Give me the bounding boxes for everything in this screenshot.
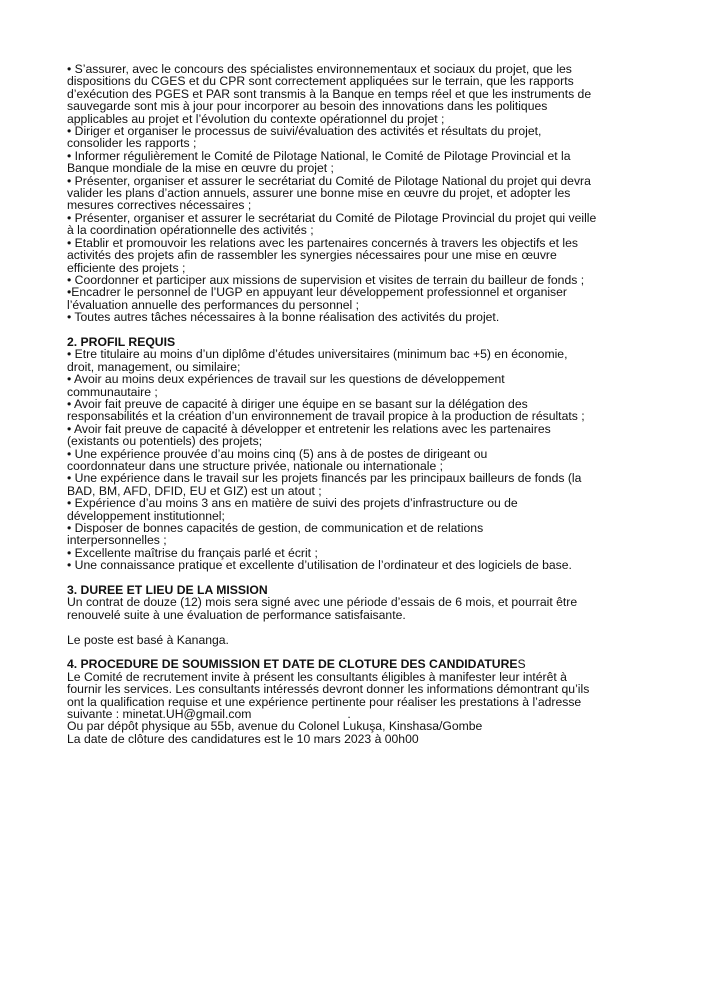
text-line: renouvelé suite à une évaluation de performance satisfaisante. [67, 607, 406, 622]
section-heading-tail: S [517, 657, 526, 672]
text-line: • Présenter, organiser et assurer le secrétariat du Comité de Pilotage National du projet qui devra [67, 173, 591, 188]
text-line: l’évaluation annuelle des performances du personnel ; [67, 297, 360, 312]
text-line: • Coordonner et participer aux missions de supervision et visites de terrain du bailleur de fonds ; [67, 272, 585, 287]
text-line: • Toutes autres tâches nécessaires à la bonne réalisation des activités du projet. [67, 310, 500, 325]
text-line: Le Comité de recrutement invite à présent les consultants éligibles à manifester leur intérêt à [67, 669, 567, 684]
text-line: • Présenter, organiser et assurer le secrétariat du Comité de Pilotage Provincial du projet qui veille [67, 210, 597, 225]
text-line: •Encadrer le personnel de l’UGP en appuyant leur développement professionnel et organiser [67, 285, 567, 300]
text-line: valider les plans d’action annuels, assurer une bonne mise en œuvre du projet, et adopter les [67, 186, 571, 201]
text-line: • Etablir et promouvoir les relations avec les partenaires concernés à travers les objectifs et les [67, 235, 578, 250]
text-line: développement institutionnel; [67, 508, 225, 523]
email-address[interactable]: suivante : minetat.UH@gmail.com [67, 707, 252, 722]
text-line: • Avoir fait preuve de capacité à développer et entretenir les relations avec les partenaires [67, 421, 551, 436]
text-line: • S’assurer, avec le concours des spécialistes environnementaux et sociaux du projet, que les [67, 62, 572, 76]
section-heading: 3. DUREE ET LIEU DE LA MISSION [67, 583, 268, 598]
email-line-end: . [347, 707, 351, 722]
text-line: • Une connaissance pratique et excellente d’utilisation de l’ordinateur et des logiciels de base. [67, 558, 572, 573]
section-heading-main: 4. PROCEDURE DE SOUMISSION ET DATE DE CLOTURE DES CANDIDATURE [67, 657, 518, 672]
text-line: interpersonnelles ; [67, 533, 167, 548]
section-profile [67, 336, 667, 572]
section-responsibilities [67, 63, 667, 324]
section-heading: 2. PROFIL REQUIS [67, 334, 176, 349]
text-line: • Diriger et organiser le processus de suivi/évaluation des activités et résultats du projet, [67, 124, 542, 139]
deadline-text: La date de clôture des candidatures est le 10 mars 2023 à 00h00 [67, 731, 419, 746]
text-line: fournir les services. Les consultants intéressés devront donner les informations démontrant qu’ils [67, 682, 590, 697]
text-line: responsabilités et la création d’un environnement de travail propice à la production de résultats ; [67, 409, 585, 424]
text-line: communautaire ; [67, 384, 158, 399]
text-line: • Une expérience dans le travail sur les projets financés par les principaux bailleurs de fonds (la [67, 471, 582, 486]
text-line: (existants ou potentiels) des projets; [67, 434, 263, 449]
section-heading [67, 658, 667, 670]
text-line: d’exécution des PGES et PAR sont transmis à la Banque en temps réel et que les instruments de [67, 86, 592, 101]
text-line: mesures correctives nécessaires ; [67, 198, 252, 213]
text-line: • Etre titulaire au moins d’un diplôme d’études universitaires (minimum bac +5) en économie, [67, 347, 568, 362]
paragraph-gap [67, 621, 667, 633]
text-line: BAD, BM, AFD, DFID, EU et GIZ) est un atout ; [67, 483, 322, 498]
text-line: • Informer régulièrement le Comité de Pilotage National, le Comité de Pilotage Provincial et la [67, 148, 571, 163]
text-line: • Avoir fait preuve de capacité à diriger une équipe en se basant sur la délégation des [67, 396, 528, 411]
text-line: • Expérience d’au moins 3 ans en matière de suivi des projets d’infrastructure ou de [67, 496, 518, 511]
text-line: consolider les rapports ; [67, 136, 197, 151]
section-mission [67, 584, 667, 646]
text-line: à la coordination opérationnelle des activités ; [67, 223, 314, 238]
text-line: activités des projets afin de rassembler les synergies nécessaires pour une mise en œuvre [67, 248, 557, 263]
text-line: • Excellente maîtrise du français parlé et écrit ; [67, 545, 318, 560]
text-line: • Une expérience prouvée d’au moins cinq (5) ans à de postes de dirigeant ou [67, 446, 488, 461]
text-line: • Disposer de bonnes capacités de gestion, de communication et de relations [67, 521, 484, 536]
deposit-address: Ou par dépôt physique au 55b, avenue du Colonel Lukuşa, Kinshasa/Gombe [67, 719, 483, 734]
text-line: dispositions du CGES et du CPR sont correctement appliquées sur le terrain, que les rapports [67, 74, 574, 89]
text-line: efficiente des projets ; [67, 260, 186, 275]
text-line: ont la qualification requise et une expérience pertinente pour réaliser les prestations à l’adresse [67, 694, 582, 709]
document-page [67, 63, 667, 745]
text-line: coordonnateur dans une structure privée, nationale ou internationale ; [67, 458, 444, 473]
section-procedure [67, 658, 667, 745]
text-line: Banque mondiale de la mise en œuvre du projet ; [67, 161, 334, 176]
text-line: • Avoir au moins deux expériences de travail sur les questions de développement [67, 372, 505, 387]
text-line: sauvegarde sont mis à jour pour incorporer au besoin des innovations dans les politiques [67, 99, 548, 114]
text-line: applicables au projet et l’évolution du contexte opérationnel du projet ; [67, 111, 445, 126]
text-line: droit, management, ou similaire; [67, 359, 241, 374]
location-text: Le poste est basé à Kananga. [67, 632, 229, 647]
text-line: Un contrat de douze (12) mois sera signé avec une période d’essais de 6 mois, et pourrait être [67, 595, 578, 610]
